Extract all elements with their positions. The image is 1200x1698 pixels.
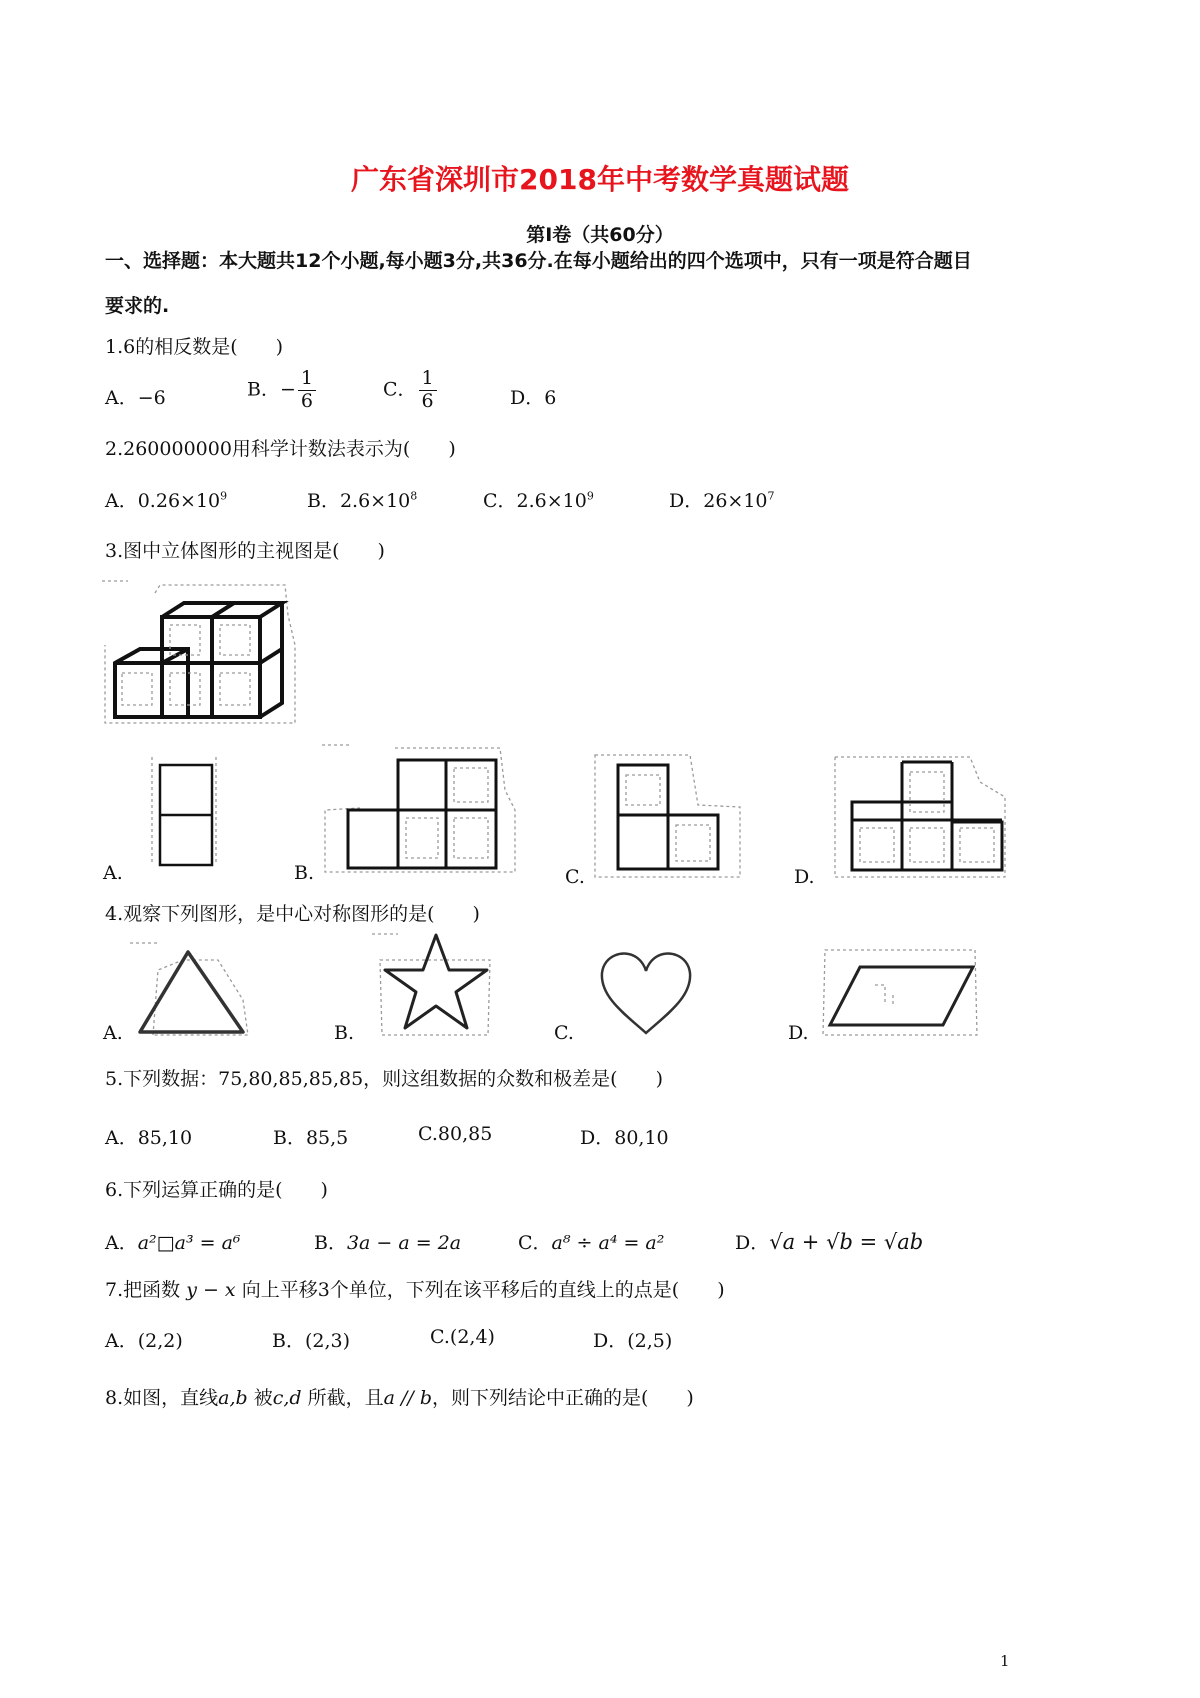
question-3-stem: 3.图中立体图形的主视图是( ) [105,540,385,562]
q1-option-d: D．6 [510,387,557,409]
q3-option-c: C. [565,866,585,888]
q1-option-a: A．−6 [105,387,166,409]
q4-parallelogram-figure [815,945,985,1040]
q7-option-c: C.(2,4) [430,1326,495,1348]
q7-option-d: D．(2,5) [593,1330,673,1352]
q6-option-b: B．3a − a = 2a [314,1232,462,1254]
q1-option-c: C． $\frac{1}{6}$ [383,368,439,413]
q3-option-c-figure [590,745,750,880]
question-2-stem: 2.260000000用科学计数法表示为( ) [105,438,456,460]
q6-option-d: D．√a + √b = √ab [735,1230,924,1254]
question-8-stem: 8.如图，直线a,b 被c,d 所截，且a // b，则下列结论中正确的是( ) [105,1387,694,1409]
q3-option-d: D. [794,866,815,888]
q3-option-b-figure [320,740,520,875]
q2-option-c: C．$2.6\times 10^9$ [483,489,594,512]
question-6-stem: 6.下列运算正确的是( ) [105,1179,328,1201]
q2-option-a: A．$0.26\times 10^9$ [105,489,228,512]
q4-option-d: D. [788,1022,809,1044]
q3-option-a-figure [150,755,220,870]
q4-triangle-figure [128,940,258,1040]
q2-option-d: D．$26\times 10^7$ [669,489,775,512]
q6-option-c: C．a⁸ ÷ a⁴ = a² [518,1232,665,1254]
q4-option-a: A. [103,1022,123,1044]
q5-option-a: A．85,10 [105,1127,193,1149]
q4-option-c: C. [554,1022,574,1044]
q5-option-b: B．85,5 [273,1127,349,1149]
section-heading: 一、选择题：本大题共12个小题,每小题3分,共36分.在每小题给出的四个选项中，只有一项是符合题目 [105,250,972,272]
question-4-stem: 4.观察下列图形，是中心对称图形的是( ) [105,903,480,925]
q3-option-a: A. [103,862,123,884]
q3-solid-figure [100,575,300,725]
section-heading-cont: 要求的. [105,295,170,317]
question-7-stem: 7.把函数 y − x 向上平移3个单位，下列在该平移后的直线上的点是( ) [105,1279,725,1301]
q5-option-c: C.80,85 [418,1123,493,1145]
q5-option-d: D．80,10 [580,1127,669,1149]
q6-option-a: A．a²□a³ = a⁶ [105,1232,241,1254]
section-subtitle: 第Ⅰ卷（共60分） [526,224,674,246]
q2-option-b: B．$2.6\times 10^8$ [307,489,418,512]
q3-option-b: B. [294,862,315,884]
q1-option-b: B．− $\frac{1}{6}$ [247,368,318,413]
question-1-stem: 1.6的相反数是( ) [105,336,284,358]
q4-option-b: B. [334,1022,355,1044]
q7-option-a: A．(2,2) [105,1330,183,1352]
page-number: 1 [1000,1652,1010,1670]
q4-star-figure [370,930,500,1040]
q4-heart-figure [596,945,696,1040]
page-title: 广东省深圳市2018年中考数学真题试题 [351,163,849,196]
q3-option-d-figure [830,752,1010,882]
q7-option-b: B．(2,3) [272,1330,351,1352]
question-5-stem: 5.下列数据：75,80,85,85,85，则这组数据的众数和极差是( ) [105,1068,663,1090]
